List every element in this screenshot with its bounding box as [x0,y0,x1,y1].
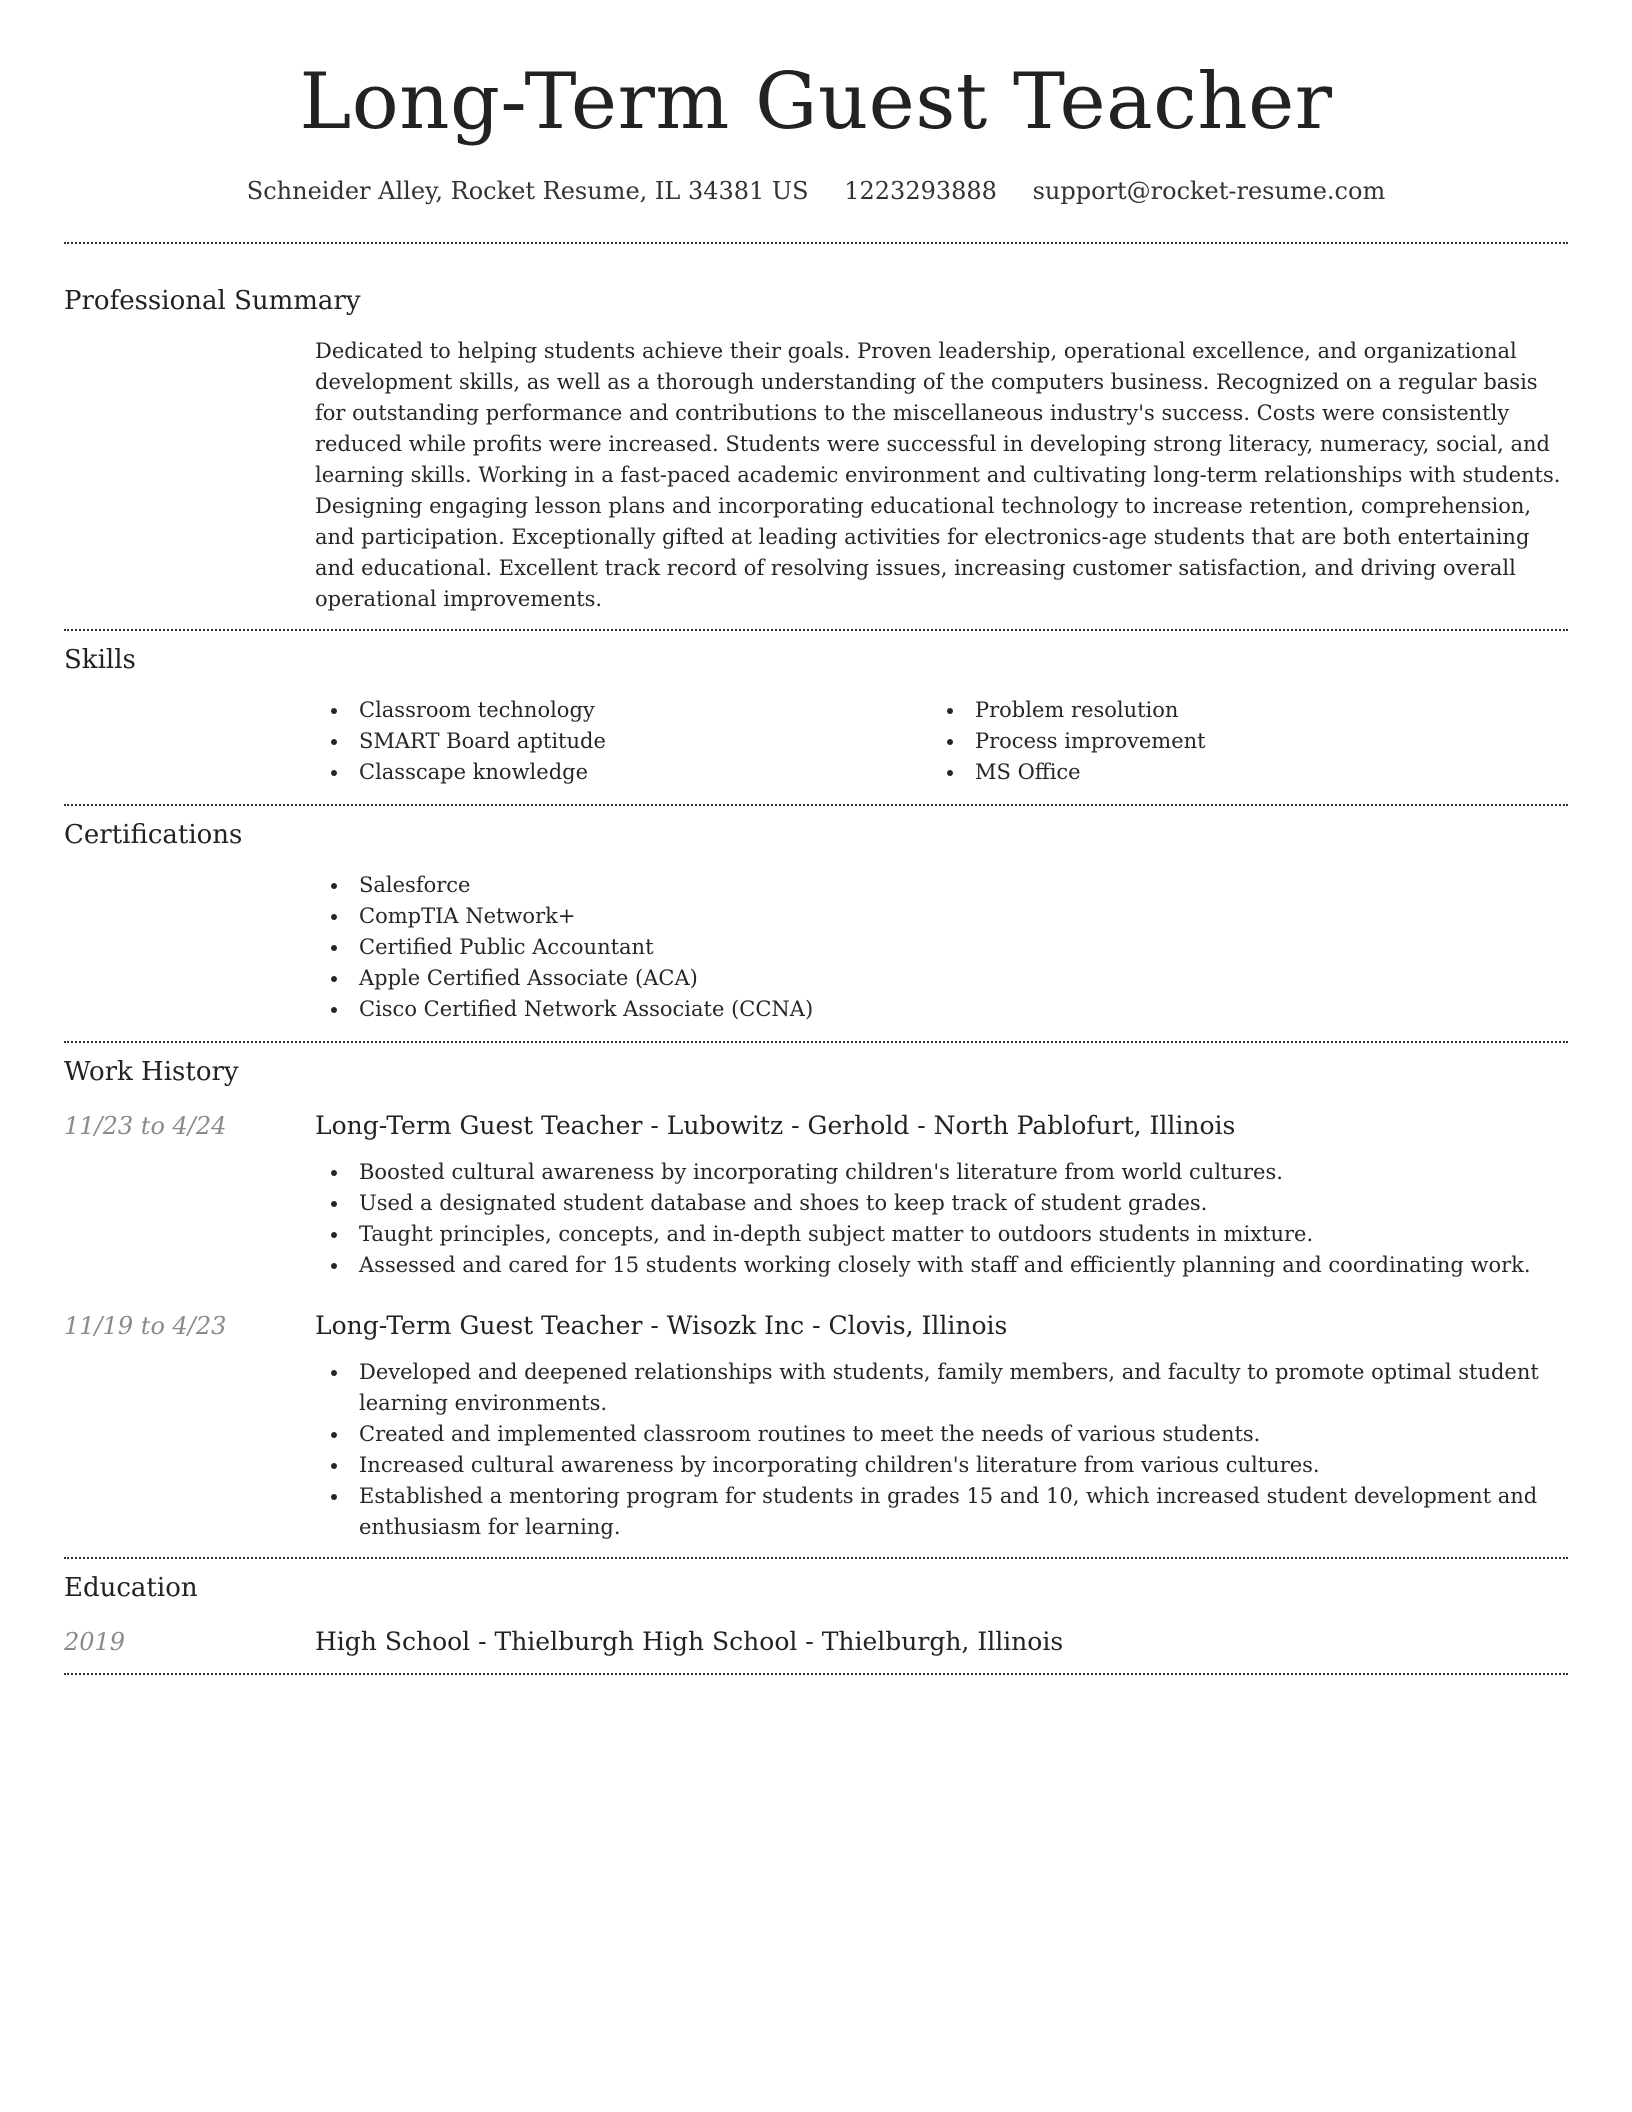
skills-grid [315,695,1568,804]
summary-section [64,244,1568,629]
section-divider [64,1673,1568,1675]
job-details [315,1157,1568,1281]
contact-line [64,176,1568,206]
contact-email: support@rocket-resume.com [1032,177,1386,205]
education-title: High School - Thielburgh High School - Thielburgh, Illinois [315,1627,1064,1656]
job-bullet: Used a designated student database and shoes to keep track of student grades. [315,1188,1568,1219]
work-heading: Work History [64,1057,239,1087]
skills-list-right [931,695,1547,788]
skill-item: Classroom technology [315,695,931,726]
education-entry [64,1625,1568,1673]
job-details [315,1357,1568,1557]
skill-item: Process improvement [931,726,1547,757]
certifications-list [315,870,1568,1025]
resume-header [64,0,1568,206]
certification-item: Salesforce [315,870,1568,901]
job-bullet: Boosted cultural awareness by incorporating children's literature from world cultures. [315,1157,1568,1188]
job-bullet: Established a mentoring program for students in grades 15 and 10, which increased student development and enthusiasm for learning. [315,1481,1568,1543]
job-bullets [315,1157,1568,1281]
education-date: 2019 [64,1628,126,1656]
education-section [64,1559,1568,1673]
skill-item: MS Office [931,757,1547,788]
skill-item: Classcape knowledge [315,757,931,788]
job-date: 11/19 to 4/23 [64,1312,227,1340]
candidate-name: Long-Term Guest Teacher [299,57,1333,147]
job-header [64,1109,1568,1143]
job-entry [64,1309,1568,1557]
summary-content [315,336,1568,629]
work-section [64,1043,1568,1557]
job-date: 11/23 to 4/24 [64,1112,227,1140]
job-bullets [315,1357,1568,1543]
education-heading: Education [64,1573,198,1603]
job-bullet: Developed and deepened relationships with students, family members, and faculty to promote optimal student learning environments. [315,1357,1568,1419]
certification-item: Cisco Certified Network Associate (CCNA) [315,994,1568,1025]
job-title: Long-Term Guest Teacher - Wisozk Inc - Clovis, Illinois [315,1311,1008,1340]
contact-phone: 1223293888 [844,177,997,205]
contact-address: Schneider Alley, Rocket Resume, IL 34381 US [246,177,809,205]
certification-item: Apple Certified Associate (ACA) [315,963,1568,994]
job-bullet: Assessed and cared for 15 students working closely with staff and efficiently planning and coordinating work. [315,1250,1568,1281]
job-header [64,1309,1568,1343]
summary-text: Dedicated to helping students achieve their goals. Proven leadership, operational excellence, and organizational development skills, as well as a thorough understanding of the computers business. Recognized on a regular basis for outstanding performance and contributions to the miscellaneous industry's success. Costs were consistently reduced while profits were increased. Students were successful in developing strong literacy, numeracy, social, and learning skills. Working in a fast-paced academic environment and cultivating long-term relationships with students. Designing engaging lesson plans and incorporating educational technology to increase retention, comprehension, and participation. Exceptionally gifted at leading activities for electronics-age students that are both entertaining and educational. Excellent track record of resolving issues, increasing customer satisfaction, and driving overall operational improvements. [315,339,1561,611]
job-bullet: Created and implemented classroom routines to meet the needs of various students. [315,1419,1568,1450]
skills-heading: Skills [64,645,136,675]
certifications-section [64,806,1568,1041]
skill-item: Problem resolution [931,695,1547,726]
job-title: Long-Term Guest Teacher - Lubowitz - Gerhold - North Pablofurt, Illinois [315,1111,1236,1140]
certification-item: Certified Public Accountant [315,932,1568,963]
job-entry [64,1109,1568,1281]
job-bullet: Increased cultural awareness by incorporating children's literature from various cultures. [315,1450,1568,1481]
certifications-content [315,870,1568,1041]
skill-item: SMART Board aptitude [315,726,931,757]
job-bullet: Taught principles, concepts, and in-depth subject matter to outdoors students in mixture. [315,1219,1568,1250]
certification-item: CompTIA Network+ [315,901,1568,932]
summary-heading: Professional Summary [64,286,361,316]
certifications-heading: Certifications [64,820,243,850]
skills-section [64,631,1568,804]
skills-list-left [315,695,931,788]
